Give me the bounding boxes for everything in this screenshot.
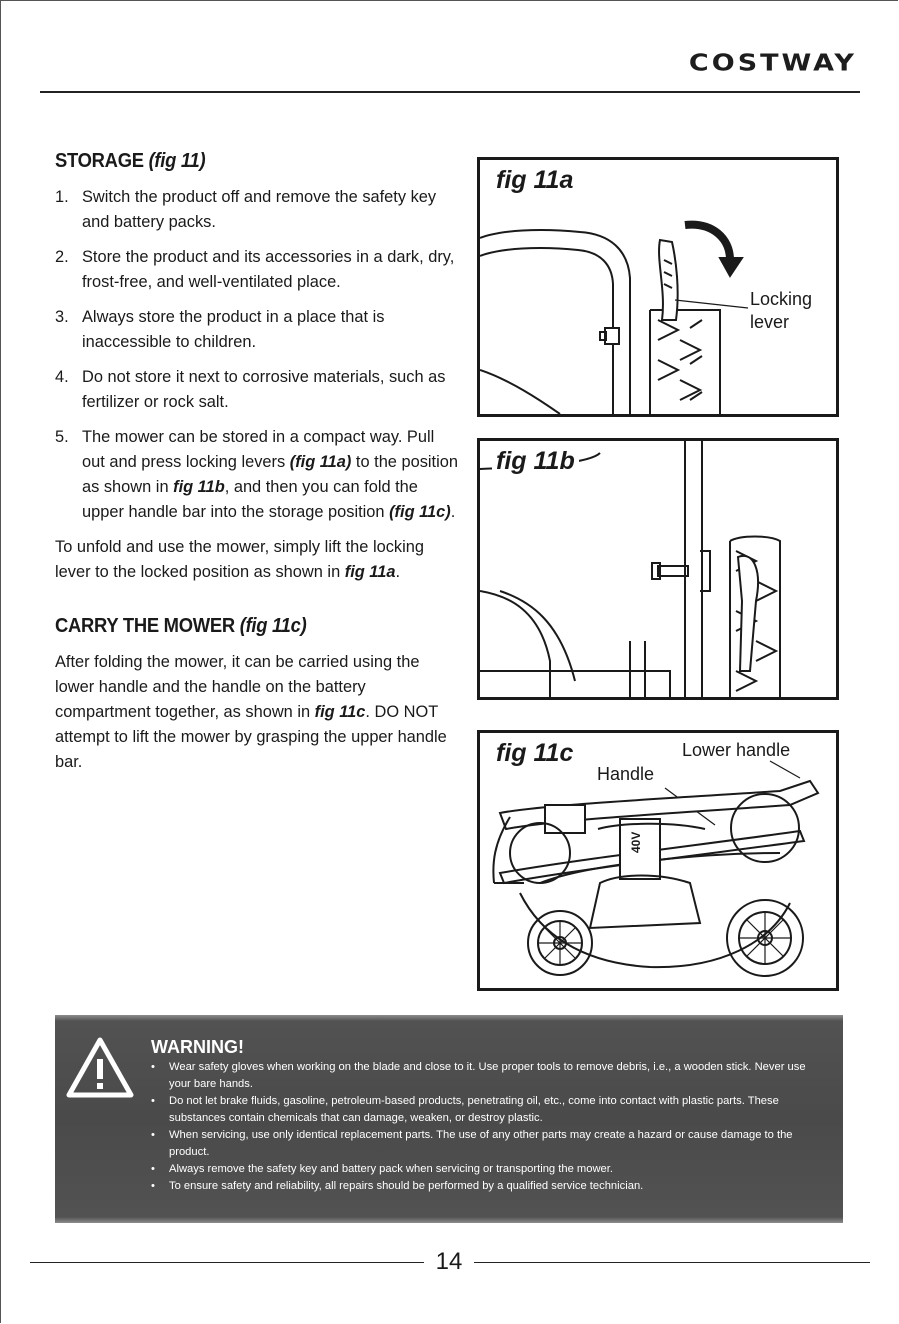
header-rule (40, 91, 860, 93)
figure-reference: (fig 11c) (389, 503, 451, 521)
figure-11b (477, 438, 839, 700)
unfold-paragraph (55, 535, 460, 585)
warning-item: • Do not let brake fluids, gasoline, petroleum-based products, penetrating oil, etc., come into contact with plastic parts. These substances contain chemicals that can damage, weaken, or destroy plastic. (151, 1093, 821, 1127)
footer-rule-left (30, 1262, 424, 1263)
text-run: , and then you can fold the upper handle bar into the storage position (82, 478, 418, 521)
warning-item: • Always remove the safety key and battery pack when servicing or transporting the mower. (151, 1161, 821, 1178)
text-run: After folding the mower, it can be carried using the lower handle and the handle on the battery compartment together, as shown in (55, 653, 420, 721)
figure-reference: fig 11a (344, 563, 396, 581)
warning-title: WARNING! (151, 1037, 244, 1057)
lower-handle-callout: Lower handle (682, 740, 791, 760)
storage-heading-text: STORAGE (55, 150, 144, 172)
step-number: 1. (55, 188, 69, 206)
step-number: 2. (55, 248, 69, 266)
handle-callout: Handle (597, 764, 655, 784)
figure-reference: fig 11c (314, 703, 366, 721)
warning-item: • Wear safety gloves when working on the blade and close to it. Use proper tools to remove debris, i.e., a wooden stick. Never use your bare hands. (151, 1059, 821, 1093)
page-number: 14 (435, 1248, 463, 1275)
figure-11c-label: fig 11c (492, 739, 577, 768)
locking-lever-callout: Locking lever (750, 289, 813, 332)
figure-11a-illustration (480, 160, 836, 414)
text-run: to the position as shown in (82, 453, 458, 496)
instructions-column (55, 150, 460, 795)
figure-11a (477, 157, 839, 417)
warning-triangle-icon (65, 1035, 135, 1101)
carry-heading-text: CARRY THE MOWER (55, 615, 235, 637)
figure-11a-label: fig 11a (492, 166, 577, 195)
storage-step (55, 245, 460, 295)
warning-list (151, 1059, 821, 1195)
text-run: Switch the product off and remove the safety key and battery packs. (82, 188, 437, 231)
text-run: . DO NOT attempt to lift the mower by grasping the upper handle bar. (55, 703, 447, 771)
carry-heading (55, 615, 428, 638)
text-run: . (450, 503, 456, 521)
figure-11b-illustration (480, 441, 836, 697)
warning-item: • When servicing, use only identical replacement parts. The use of any other parts may create a hazard or cause damage to the product. (151, 1127, 821, 1161)
text-run: To unfold and use the mower, simply lift the locking lever to the locked position as shown in (55, 538, 424, 581)
storage-steps (55, 185, 460, 525)
storage-heading (55, 150, 428, 173)
storage-step (55, 305, 460, 355)
figure-11b-label: fig 11b (492, 447, 579, 476)
storage-step (55, 185, 460, 235)
storage-step (55, 425, 460, 525)
storage-step (55, 365, 460, 415)
warning-item: • To ensure safety and reliability, all repairs should be performed by a qualified service technician. (151, 1178, 821, 1195)
text-run: Do not store it next to corrosive materials, such as fertilizer or rock salt. (82, 368, 446, 411)
warning-box (55, 1015, 843, 1223)
text-run: Always store the product in a place that is inaccessible to children. (82, 308, 385, 351)
figure-reference: fig 11b (173, 478, 225, 496)
figure-11c-illustration (480, 733, 836, 988)
brand-logo: COSTWAY (688, 50, 857, 77)
step-number: 5. (55, 428, 69, 446)
text-run: The mower can be stored in a compact way. Pull out and press locking levers (82, 428, 435, 471)
text-run: . (395, 563, 401, 581)
carry-heading-ref: (fig 11c) (239, 615, 307, 637)
step-number: 4. (55, 368, 69, 386)
carry-paragraph (55, 650, 455, 775)
storage-heading-ref: (fig 11) (148, 150, 206, 172)
figure-11c (477, 730, 839, 991)
footer-rule-right (474, 1262, 870, 1263)
step-number: 3. (55, 308, 69, 326)
battery-label: 40V (629, 831, 643, 853)
text-run: Store the product and its accessories in a dark, dry, frost-free, and well-ventilated place. (82, 248, 455, 291)
figure-reference: (fig 11a) (289, 453, 352, 471)
